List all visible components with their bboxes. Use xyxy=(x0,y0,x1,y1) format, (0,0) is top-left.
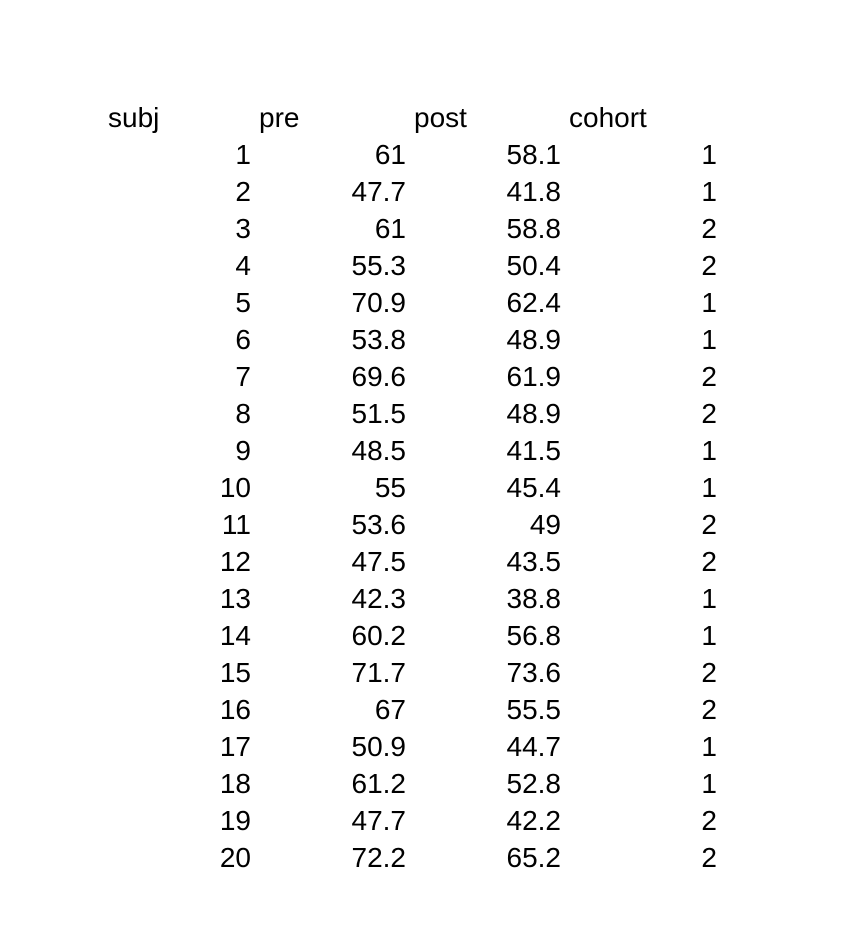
cell-pre: 55.3 xyxy=(351,250,406,281)
table-row xyxy=(104,580,721,617)
cell-cohort: 1 xyxy=(701,620,717,651)
cell-pre: 61 xyxy=(374,213,406,244)
cell-pre: 72.2 xyxy=(351,842,406,873)
cell-subj: 20 xyxy=(219,842,251,873)
cell-pre: 42.3 xyxy=(351,583,406,614)
column-header-subj: subj xyxy=(108,102,160,133)
cell-subj: 3 xyxy=(235,213,251,244)
cell-subj: 1 xyxy=(235,139,251,170)
table-row xyxy=(104,136,721,173)
cell-post: 43.5 xyxy=(506,546,561,577)
table-row xyxy=(104,247,721,284)
cell-subj: 14 xyxy=(219,620,251,651)
cell-post: 41.8 xyxy=(506,176,561,207)
cell-subj: 6 xyxy=(235,324,251,355)
table-row xyxy=(104,469,721,506)
cell-pre: 60.2 xyxy=(351,620,406,651)
table-row xyxy=(104,728,721,765)
cell-pre: 51.5 xyxy=(351,398,406,429)
cell-post: 49 xyxy=(529,509,561,540)
cell-post: 38.8 xyxy=(506,583,561,614)
cell-pre: 69.6 xyxy=(351,361,406,392)
cell-post: 56.8 xyxy=(506,620,561,651)
cell-subj: 7 xyxy=(235,361,251,392)
cell-cohort: 2 xyxy=(701,805,717,836)
table-row xyxy=(104,654,721,691)
cell-subj: 2 xyxy=(235,176,251,207)
table-body xyxy=(104,136,721,876)
cell-cohort: 1 xyxy=(701,139,717,170)
table-row xyxy=(104,802,721,839)
cell-cohort: 1 xyxy=(701,176,717,207)
cell-pre: 47.7 xyxy=(351,176,406,207)
cell-subj: 5 xyxy=(235,287,251,318)
cell-cohort: 1 xyxy=(701,435,717,466)
cell-subj: 15 xyxy=(219,657,251,688)
cell-pre: 48.5 xyxy=(351,435,406,466)
cell-cohort: 1 xyxy=(701,731,717,762)
cell-cohort: 1 xyxy=(701,287,717,318)
cell-pre: 55 xyxy=(374,472,406,503)
table-row xyxy=(104,321,721,358)
cell-post: 58.8 xyxy=(506,213,561,244)
cell-post: 50.4 xyxy=(506,250,561,281)
cell-post: 55.5 xyxy=(506,694,561,725)
cell-subj: 19 xyxy=(219,805,251,836)
cell-subj: 10 xyxy=(219,472,251,503)
cell-post: 52.8 xyxy=(506,768,561,799)
cell-pre: 61 xyxy=(374,139,406,170)
cell-cohort: 1 xyxy=(701,583,717,614)
table-row xyxy=(104,358,721,395)
cell-post: 58.1 xyxy=(506,139,561,170)
cell-post: 45.4 xyxy=(506,472,561,503)
cell-cohort: 2 xyxy=(701,509,717,540)
cell-pre: 70.9 xyxy=(351,287,406,318)
table-row xyxy=(104,284,721,321)
cell-subj: 11 xyxy=(221,509,251,540)
table-header xyxy=(104,99,721,136)
table-row xyxy=(104,506,721,543)
column-header-post: post xyxy=(414,102,467,133)
table-row xyxy=(104,395,721,432)
cell-post: 48.9 xyxy=(506,398,561,429)
cell-pre: 50.9 xyxy=(351,731,406,762)
table-row xyxy=(104,765,721,802)
cell-subj: 18 xyxy=(219,768,251,799)
cell-cohort: 1 xyxy=(701,472,717,503)
column-header-pre: pre xyxy=(259,102,300,133)
table-row xyxy=(104,543,721,580)
table-row xyxy=(104,691,721,728)
cell-pre: 71.7 xyxy=(351,657,406,688)
cell-pre: 53.6 xyxy=(351,509,406,540)
cell-pre: 53.8 xyxy=(351,324,406,355)
table-row xyxy=(104,432,721,469)
table-row xyxy=(104,617,721,654)
cell-cohort: 2 xyxy=(701,250,717,281)
cell-cohort: 2 xyxy=(701,546,717,577)
cell-cohort: 2 xyxy=(701,361,717,392)
cell-post: 62.4 xyxy=(506,287,561,318)
cell-pre: 61.2 xyxy=(351,768,406,799)
cell-post: 41.5 xyxy=(506,435,561,466)
column-header-cohort: cohort xyxy=(569,102,647,133)
table-row xyxy=(104,210,721,247)
cell-post: 65.2 xyxy=(506,842,561,873)
cell-subj: 4 xyxy=(235,250,251,281)
table-row xyxy=(104,839,721,876)
cell-post: 48.9 xyxy=(506,324,561,355)
cell-cohort: 2 xyxy=(701,842,717,873)
header-row xyxy=(104,99,721,136)
cell-subj: 8 xyxy=(235,398,251,429)
cell-subj: 13 xyxy=(219,583,251,614)
cell-subj: 12 xyxy=(219,546,251,577)
table-row xyxy=(104,173,721,210)
cell-cohort: 2 xyxy=(701,657,717,688)
cell-pre: 67 xyxy=(374,694,406,725)
cell-subj: 9 xyxy=(235,435,251,466)
cell-post: 42.2 xyxy=(506,805,561,836)
data-table xyxy=(104,99,721,876)
cell-subj: 17 xyxy=(219,731,251,762)
cell-cohort: 2 xyxy=(701,398,717,429)
cell-pre: 47.7 xyxy=(351,805,406,836)
cell-cohort: 1 xyxy=(701,324,717,355)
cell-post: 44.7 xyxy=(506,731,561,762)
cell-pre: 47.5 xyxy=(351,546,406,577)
cell-cohort: 1 xyxy=(701,768,717,799)
cell-post: 73.6 xyxy=(506,657,561,688)
cell-cohort: 2 xyxy=(701,694,717,725)
cell-cohort: 2 xyxy=(701,213,717,244)
cell-subj: 16 xyxy=(219,694,251,725)
cell-post: 61.9 xyxy=(506,361,561,392)
